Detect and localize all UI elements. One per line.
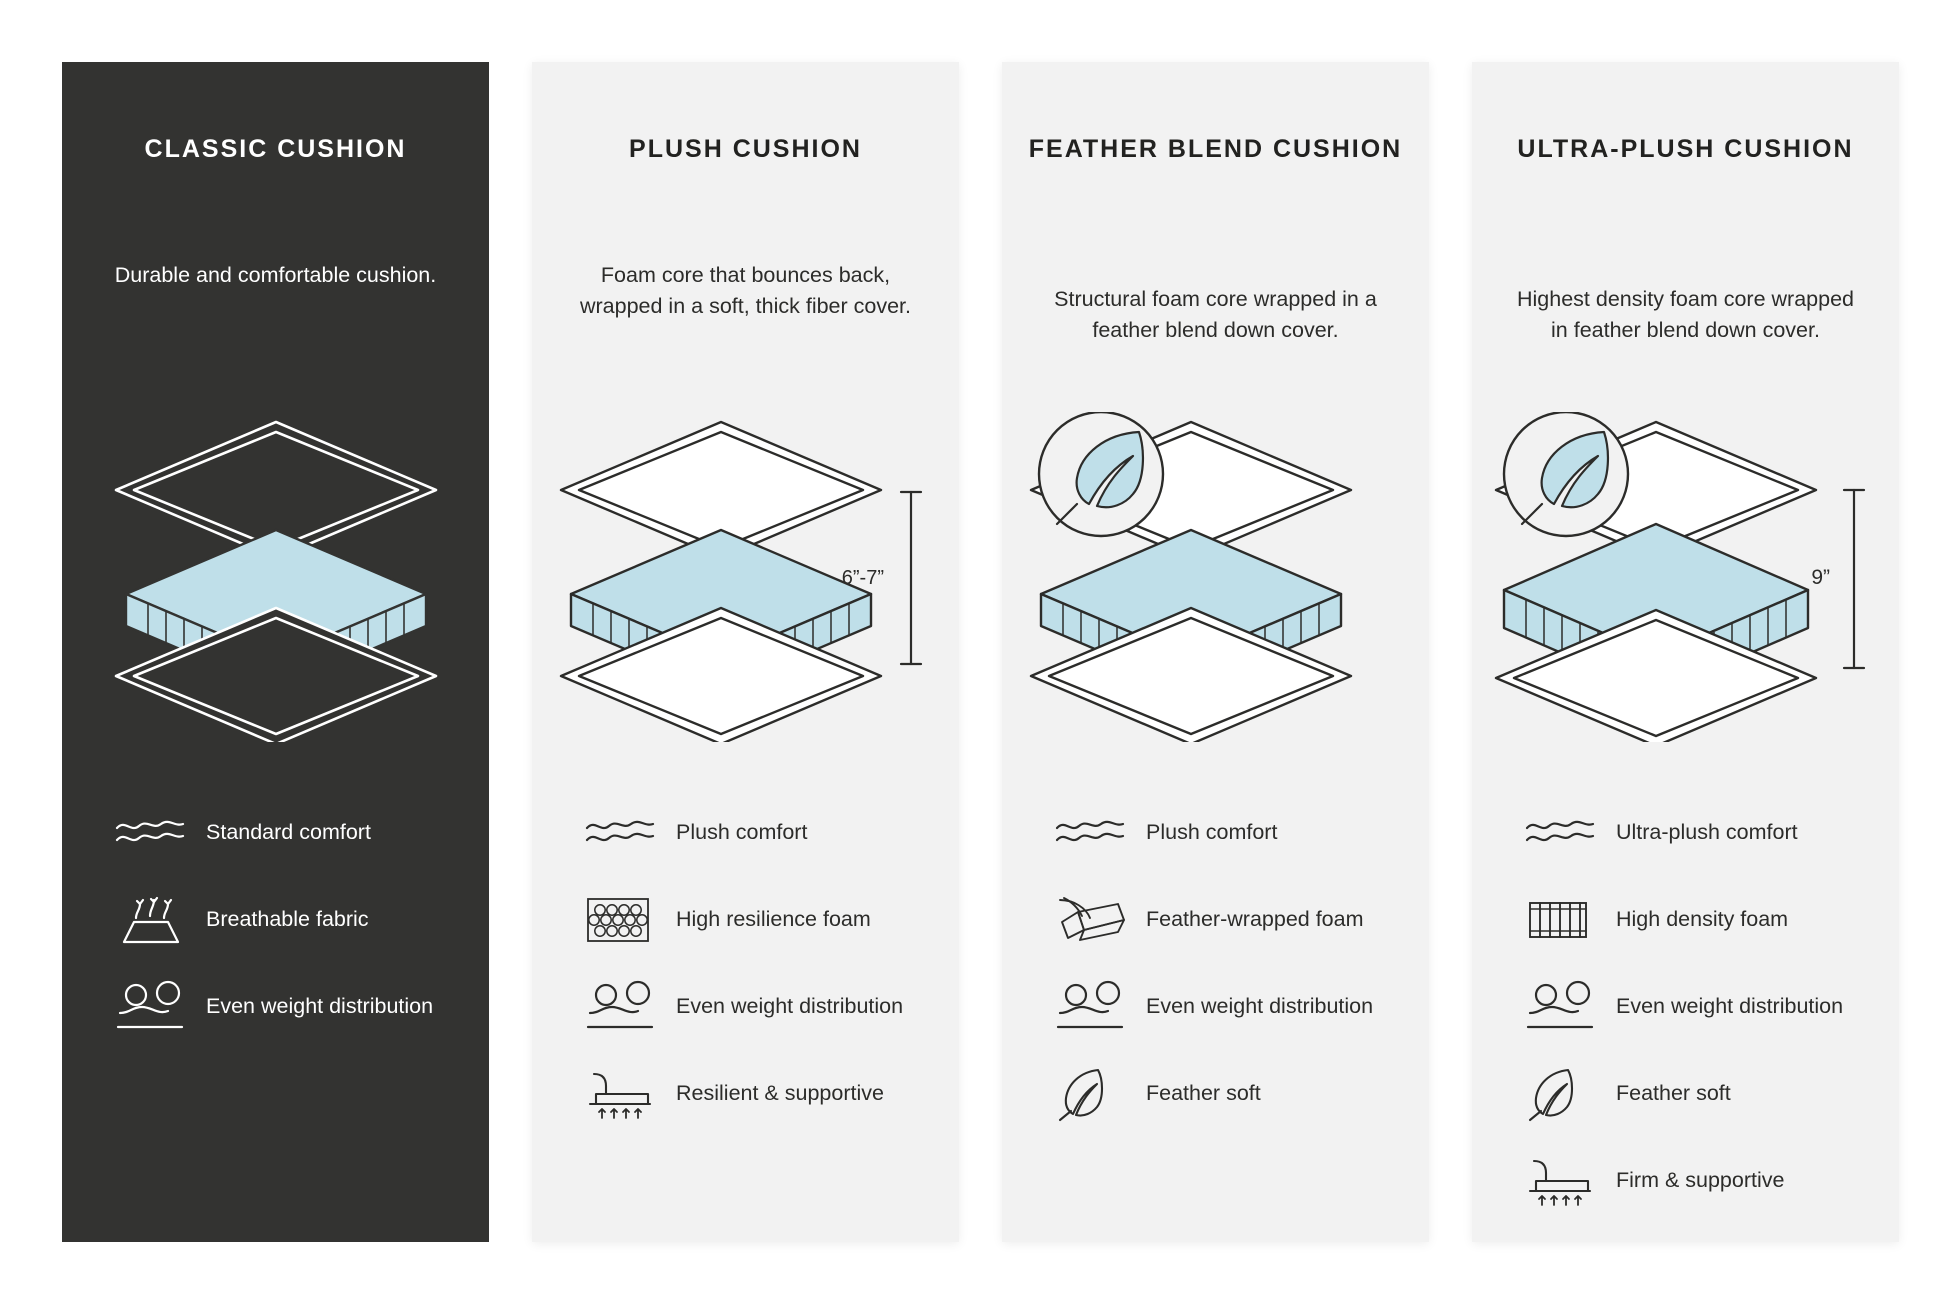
breathable-fabric-icon: [114, 892, 192, 948]
list-item: [1524, 1063, 1869, 1125]
cushion-layers-illustration: [1021, 412, 1411, 742]
list-item: [1054, 889, 1399, 951]
cushion-exploded-diagram: [532, 412, 959, 742]
feature-list: [1054, 802, 1399, 1150]
feature-list: [1524, 802, 1869, 1237]
feather-badge-icon: [1039, 412, 1163, 536]
card-description: Structural foam core wrapped in a feather blend down cover.: [1054, 287, 1377, 343]
card-plush-cushion[interactable]: [532, 62, 959, 1242]
feather-icon: [1054, 1066, 1132, 1122]
feature-label: Ultra-plush comfort: [1616, 820, 1798, 845]
feather-wrapped-foam-icon: [1054, 892, 1132, 948]
supportive-seat-icon: [1524, 1153, 1602, 1209]
page-title: PLUSH CUSHION: [629, 135, 862, 163]
even-weight-icon: [1054, 979, 1132, 1035]
cushion-layers-illustration: [551, 412, 941, 742]
feature-label: Standard comfort: [206, 820, 371, 845]
card-feather-blend-cushion[interactable]: [1002, 62, 1429, 1242]
supportive-seat-icon: [584, 1066, 662, 1122]
card-description: Durable and comfortable cushion.: [114, 263, 437, 287]
page-title: ULTRA-PLUSH CUSHION: [1517, 135, 1854, 163]
cushion-exploded-diagram: [1472, 412, 1899, 742]
feature-label: Breathable fabric: [206, 907, 369, 932]
feature-label: Even weight distribution: [676, 994, 904, 1019]
feature-label: Feather soft: [1616, 1081, 1731, 1106]
page-title: CLASSIC CUSHION: [144, 135, 407, 163]
card-description: Foam core that bounces back, wrapped in a soft, thick fiber cover.: [579, 263, 912, 319]
feature-label: High resilience foam: [676, 907, 871, 932]
cushion-layers-illustration: [106, 412, 446, 742]
feather-badge-icon: [1504, 412, 1628, 536]
list-item: [1054, 1063, 1399, 1125]
high-density-foam-icon: [1524, 892, 1602, 948]
feather-icon: [1524, 1066, 1602, 1122]
even-weight-icon: [114, 979, 192, 1035]
list-item: [1524, 802, 1869, 864]
list-item: [1524, 976, 1869, 1038]
feature-label: Feather soft: [1146, 1081, 1261, 1106]
feature-list: [114, 802, 459, 1063]
list-item: [1524, 889, 1869, 951]
cushion-layers-illustration: [1486, 412, 1886, 742]
card-ultra-plush-cushion[interactable]: [1472, 62, 1899, 1242]
feature-label: Plush comfort: [676, 820, 808, 845]
feature-label: Plush comfort: [1146, 820, 1278, 845]
wave-icon: [584, 805, 662, 861]
card-row: [62, 62, 1899, 1242]
list-item: [1054, 976, 1399, 1038]
page-title: FEATHER BLEND CUSHION: [1028, 135, 1403, 163]
dimension-label: 9”: [1810, 566, 1830, 589]
honeycomb-foam-icon: [584, 892, 662, 948]
feature-label: High density foam: [1616, 907, 1789, 932]
feature-label: Even weight distribution: [1616, 994, 1844, 1019]
cushion-exploded-diagram: [1002, 412, 1429, 742]
feature-label: Resilient & supportive: [676, 1081, 884, 1106]
list-item: [114, 802, 459, 864]
list-item: [584, 802, 929, 864]
dimension-label: 6”-7”: [841, 567, 884, 589]
feature-list: [584, 802, 929, 1150]
even-weight-icon: [584, 979, 662, 1035]
feature-label: Firm & supportive: [1616, 1168, 1785, 1193]
wave-icon: [1054, 805, 1132, 861]
even-weight-icon: [1524, 979, 1602, 1035]
wave-icon: [1524, 805, 1602, 861]
list-item: [1054, 802, 1399, 864]
list-item: [1524, 1150, 1869, 1212]
feature-label: Even weight distribution: [206, 994, 434, 1019]
card-description: Highest density foam core wrapped in feather blend down cover.: [1516, 287, 1854, 343]
list-item: [584, 1063, 929, 1125]
feature-label: Even weight distribution: [1146, 994, 1374, 1019]
wave-icon: [114, 805, 192, 861]
list-item: [114, 889, 459, 951]
list-item: [114, 976, 459, 1038]
cushion-exploded-diagram: [62, 412, 489, 742]
feature-label: Feather-wrapped foam: [1146, 907, 1364, 932]
list-item: [584, 976, 929, 1038]
list-item: [584, 889, 929, 951]
card-classic-cushion[interactable]: [62, 62, 489, 1242]
